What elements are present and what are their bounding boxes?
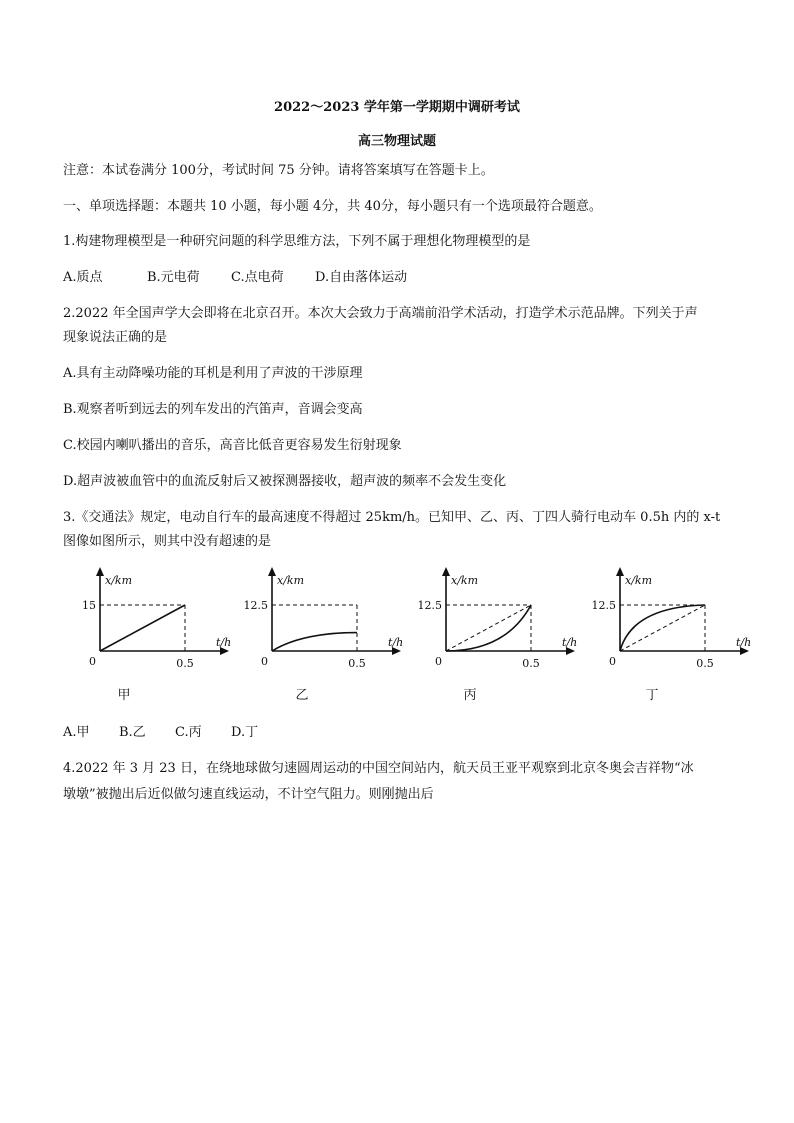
y-tick-label: 12.5 bbox=[417, 599, 442, 612]
x-axis-arrow bbox=[442, 567, 450, 576]
question-2-stem-line2: 现象说法正确的是 bbox=[63, 330, 168, 345]
q1-option-c: C.点电荷 bbox=[231, 270, 284, 285]
x-axis-arrow bbox=[268, 567, 276, 576]
q3-option-d: D.丁 bbox=[231, 725, 259, 740]
graph-caption: 丁 bbox=[645, 688, 659, 703]
xt-graph-svg bbox=[416, 566, 581, 684]
q2-option-d: D.超声波被血管中的血流反射后又被探测器接收，超声波的频率不会发生变化 bbox=[63, 474, 507, 489]
q2-option-c: C.校园内喇叭播出的音乐，高音比低音更容易发生衍射现象 bbox=[63, 438, 402, 453]
question-1-stem: 1.构建物理模型是一种研究问题的科学思维方法，下列不属于理想化物理模型的是 bbox=[63, 234, 531, 249]
question-4-stem-line1: 4.2022 年 3 月 23 日，在绕地球做匀速圆周运动的中国空间站内，航天员王亚平观察到北京冬奥会吉祥物“冰 bbox=[63, 761, 694, 776]
xt-graph-svg bbox=[242, 566, 407, 684]
question-2-stem-line1: 2.2022 年全国声学大会即将在北京召开。本次大会致力于高端前沿学术活动，打造学术示范品牌。下列关于声 bbox=[63, 306, 698, 321]
xt-curve bbox=[272, 633, 357, 651]
q3-option-b: B.乙 bbox=[119, 725, 146, 740]
graph-caption: 乙 bbox=[295, 688, 309, 703]
exam-title: 2022～2023 学年第一学期期中调研考试 bbox=[274, 100, 520, 115]
question-4-stem-line2: 墩墩”被抛出后近似做匀速直线运动，不计空气阻力。则刚抛出后 bbox=[63, 787, 434, 802]
graph-jia bbox=[70, 566, 235, 706]
xt-graph-svg bbox=[590, 566, 755, 684]
question-3-stem-line1: 3.《交通法》规定，电动自行车的最高速度不得超过 25km/h。已知甲、乙、丙、丁四人骑行电动车 0.5h 内的 x-t bbox=[63, 510, 721, 525]
x-axis-label: t/h bbox=[216, 636, 232, 649]
origin-label: 0 bbox=[435, 655, 442, 668]
q2-option-b: B.观察者听到远去的列车发出的汽笛声，音调会变高 bbox=[63, 402, 363, 417]
graph-caption: 丙 bbox=[463, 688, 477, 703]
origin-label: 0 bbox=[89, 655, 96, 668]
x-tick-label: 0.5 bbox=[348, 657, 366, 670]
graph-caption: 甲 bbox=[117, 688, 131, 703]
q3-option-a: A.甲 bbox=[63, 725, 90, 740]
y-axis-label: x/km bbox=[105, 574, 133, 587]
x-axis-label: t/h bbox=[562, 636, 578, 649]
q2-option-a: A.具有主动降噪功能的耳机是利用了声波的干涉原理 bbox=[63, 366, 363, 381]
y-tick-label: 15 bbox=[82, 599, 96, 612]
origin-label: 0 bbox=[609, 655, 616, 668]
y-tick-label: 12.5 bbox=[591, 599, 616, 612]
x-axis-label: t/h bbox=[388, 636, 404, 649]
x-axis-arrow bbox=[96, 567, 104, 576]
q1-option-d: D.自由落体运动 bbox=[315, 270, 408, 285]
y-axis-label: x/km bbox=[451, 574, 479, 587]
subject-title: 高三物理试题 bbox=[357, 134, 436, 149]
y-axis-label: x/km bbox=[625, 574, 653, 587]
graph-ding bbox=[590, 566, 755, 706]
question-3-stem-line2: 图像如图所示，则其中没有超速的是 bbox=[63, 534, 272, 549]
y-axis-label: x/km bbox=[277, 574, 305, 587]
x-tick-label: 0.5 bbox=[696, 657, 714, 670]
section-one-heading: 一、单项选择题：本题共 10 小题，每小题 4分，共 40分，每小题只有一个选项最符合题意。 bbox=[63, 199, 602, 214]
q1-option-b: B.元电荷 bbox=[147, 270, 200, 285]
x-axis-arrow bbox=[616, 567, 624, 576]
xt-curve bbox=[100, 605, 185, 651]
origin-label: 0 bbox=[261, 655, 268, 668]
x-axis-label: t/h bbox=[736, 636, 752, 649]
graph-yi bbox=[242, 566, 407, 706]
graph-bing bbox=[416, 566, 581, 706]
y-tick-label: 12.5 bbox=[243, 599, 268, 612]
notice-text: 注意：本试卷满分 100分，考试时间 75 分钟。请将答案填写在答题卡上。 bbox=[63, 163, 494, 178]
q3-option-c: C.丙 bbox=[175, 725, 202, 740]
xt-graphs bbox=[60, 566, 750, 706]
question-1-options bbox=[63, 269, 753, 287]
x-tick-label: 0.5 bbox=[176, 657, 194, 670]
x-tick-label: 0.5 bbox=[522, 657, 540, 670]
question-3-options bbox=[63, 724, 753, 742]
q1-option-a: A.质点 bbox=[63, 270, 103, 285]
xt-graph-svg bbox=[70, 566, 235, 684]
